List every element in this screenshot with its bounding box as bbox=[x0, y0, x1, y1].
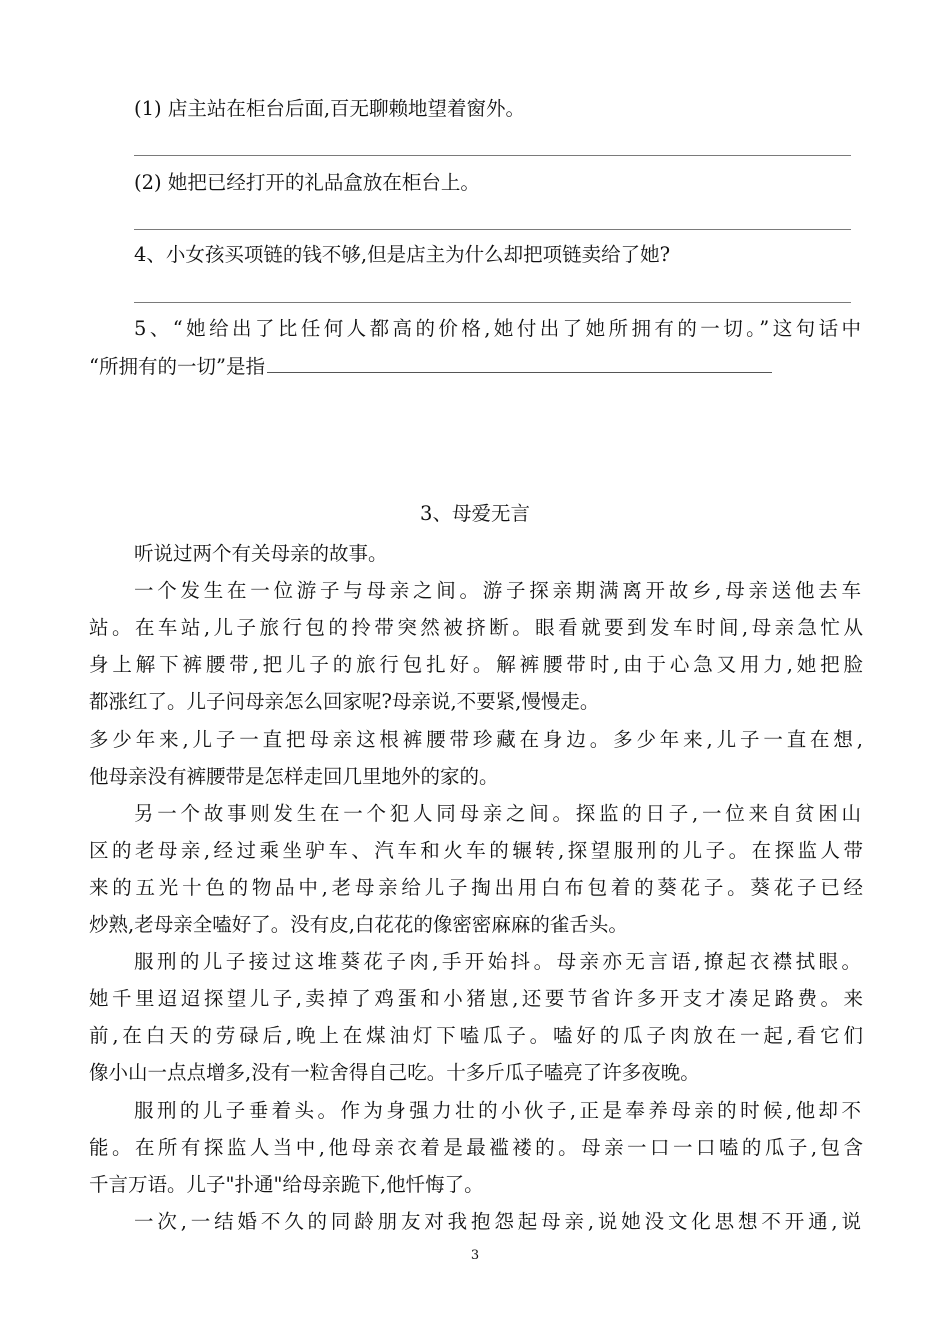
question-5-prompt: “所拥有的一切”是指 bbox=[89, 355, 265, 378]
question-5-line-2 bbox=[89, 354, 863, 380]
question-4: 4、小女孩买项链的钱不够,但是店主为什么却把项链卖给了她? bbox=[134, 243, 671, 266]
story-p6-line-3: 千言万语。儿子"扑通"给母亲跪下,他忏悔了。 bbox=[89, 1173, 484, 1196]
story-p5-line-4: 像小山一点点增多,没有一粒舍得自己吃。十多斤瓜子嗑亮了许多夜晚。 bbox=[89, 1061, 700, 1084]
story-p2-line-2: 站。在车站,儿子旅行包的拎带突然被挤断。眼看就要到发车时间,母亲急忙从 bbox=[89, 616, 863, 639]
answer-line-3-2 bbox=[134, 229, 851, 230]
story-p6-line-1: 服刑的儿子垂着头。作为身强力壮的小伙子,正是奉养母亲的时候,他却不 bbox=[134, 1099, 861, 1122]
story-p7-line-1: 一次,一结婚不久的同龄朋友对我抱怨起母亲,说她没文化思想不开通,说 bbox=[134, 1210, 861, 1233]
story-p2-line-4: 都涨红了。儿子问母亲怎么回家呢?母亲说,不要紧,慢慢走。 bbox=[89, 690, 600, 713]
story-p6-line-2: 能。在所有探监人当中,他母亲衣着是最褴褛的。母亲一口一口嗑的瓜子,包含 bbox=[89, 1136, 863, 1159]
answer-line-5 bbox=[267, 371, 772, 373]
answer-line-3-1 bbox=[134, 155, 851, 156]
story-p3-line-1: 多少年来,儿子一直把母亲这根裤腰带珍藏在身边。多少年来,儿子一直在想, bbox=[89, 728, 863, 751]
story-p2-line-1: 一个发生在一位游子与母亲之间。游子探亲期满离开故乡,母亲送他去车 bbox=[134, 579, 861, 602]
section-title: 3、母爱无言 bbox=[420, 502, 530, 525]
story-p5-line-1: 服刑的儿子接过这堆葵花子肉,手开始抖。母亲亦无言语,撩起衣襟拭眼。 bbox=[134, 950, 861, 973]
story-p5-line-2: 她千里迢迢探望儿子,卖掉了鸡蛋和小猪崽,还要节省许多开支才凑足路费。来 bbox=[89, 987, 863, 1010]
question-3-2: (2) 她把已经打开的礼品盒放在柜台上。 bbox=[134, 171, 480, 194]
page-number: 3 bbox=[470, 1248, 480, 1263]
question-3-1: (1) 店主站在柜台后面,百无聊赖地望着窗外。 bbox=[134, 97, 526, 120]
question-5-line-1: 5、“她给出了比任何人都高的价格,她付出了她所拥有的一切。”这句话中 bbox=[134, 317, 861, 340]
story-p5-line-3: 前,在白天的劳碌后,晚上在煤油灯下嗑瓜子。嗑好的瓜子肉放在一起,看它们 bbox=[89, 1024, 863, 1047]
story-p3-line-2: 他母亲没有裤腰带是怎样走回几里地外的家的。 bbox=[89, 765, 499, 788]
story-p4-line-4: 炒熟,老母亲全嗑好了。没有皮,白花花的像密密麻麻的雀舌头。 bbox=[89, 913, 628, 936]
story-p4-line-2: 区的老母亲,经过乘坐驴车、汽车和火车的辗转,探望服刑的儿子。在探监人带 bbox=[89, 839, 863, 862]
story-p4-line-3: 来的五光十色的物品中,老母亲给儿子掏出用白布包着的葵花子。葵花子已经 bbox=[89, 876, 863, 899]
story-paragraph-1: 听说过两个有关母亲的故事。 bbox=[134, 542, 388, 565]
story-p4-line-1: 另一个故事则发生在一个犯人同母亲之间。探监的日子,一位来自贫困山 bbox=[134, 802, 861, 825]
story-p2-line-3: 身上解下裤腰带,把儿子的旅行包扎好。解裤腰带时,由于心急又用力,她把脸 bbox=[89, 653, 863, 676]
answer-line-4 bbox=[134, 302, 851, 303]
